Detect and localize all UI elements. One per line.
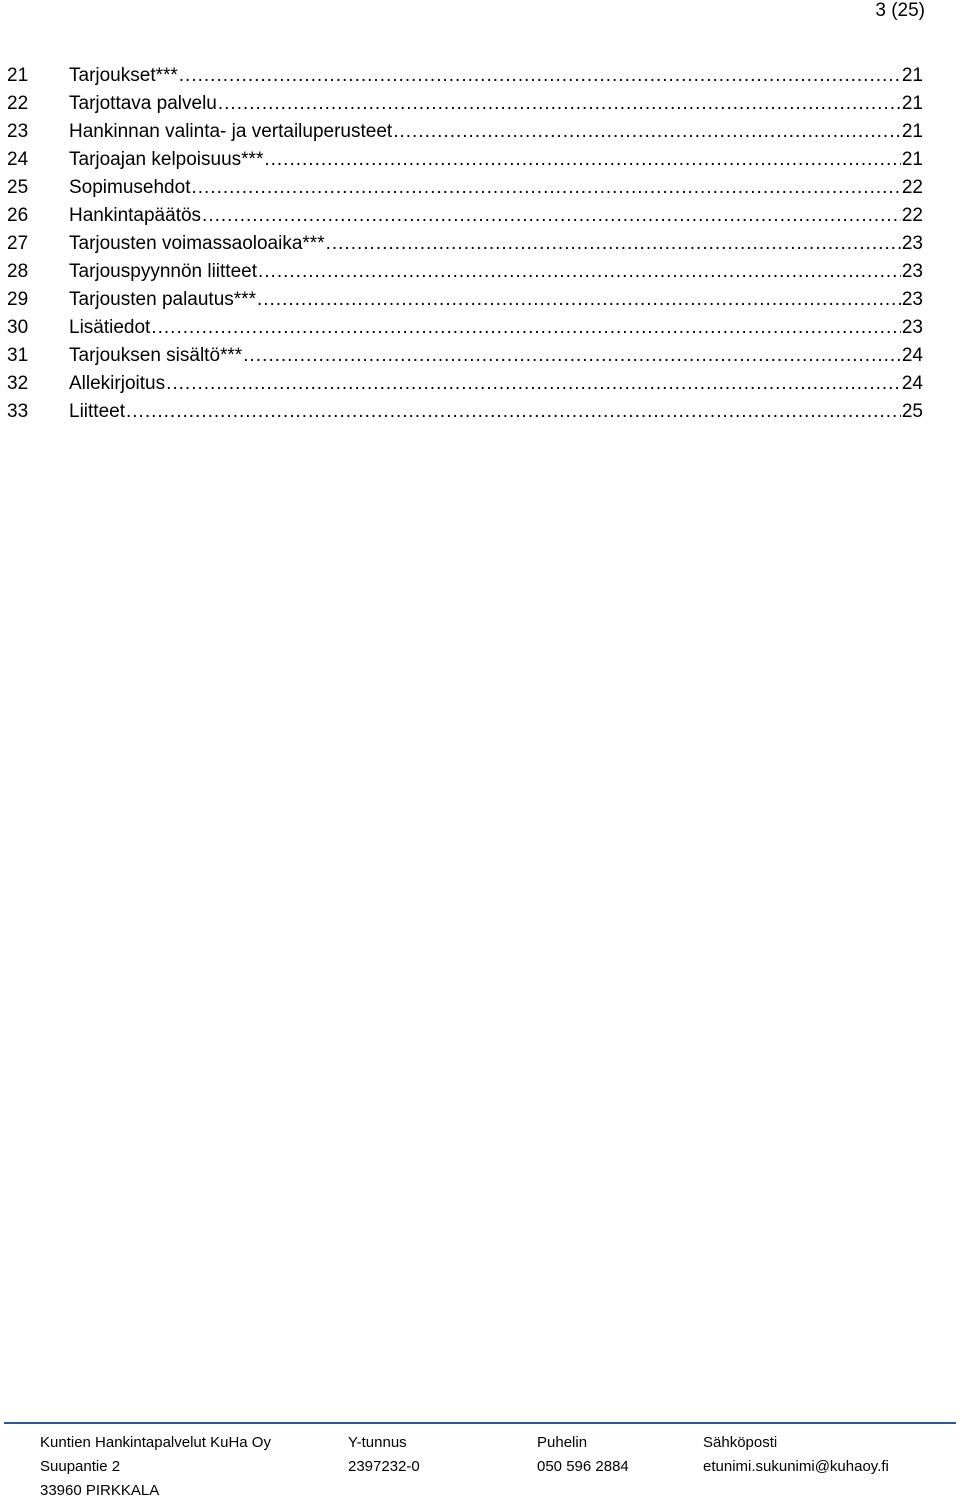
- toc-entry[interactable]: [7, 286, 923, 314]
- toc-entry-title: Allekirjoitus: [69, 373, 166, 394]
- toc-leader-dots: [202, 202, 901, 230]
- footer-ytunnus-value: 2397232-0: [348, 1458, 420, 1475]
- toc-entry-title: Tarjousten palautus***: [69, 289, 256, 310]
- toc-entry-number: 30: [7, 317, 29, 338]
- toc-entry-title: Tarjousten voimassaoloaika***: [69, 233, 325, 254]
- toc-entry-title: Hankinnan valinta- ja vertailuperusteet: [69, 121, 393, 142]
- toc-entry-title: Tarjoajan kelpoisuus***: [69, 149, 264, 170]
- toc-leader-dots: [151, 314, 901, 342]
- toc-entry-page: 22: [901, 177, 923, 198]
- toc-leader-dots: [191, 174, 900, 202]
- toc-entry-number: 24: [7, 149, 29, 170]
- toc-entry-page: 21: [901, 149, 923, 170]
- toc-leader-dots: [166, 370, 901, 398]
- toc-entry-title: Sopimusehdot: [69, 177, 191, 198]
- toc-leader-dots: [393, 118, 901, 146]
- toc-entry-title: Tarjouspyynnön liitteet: [69, 261, 257, 282]
- toc-entry-number: 29: [7, 289, 29, 310]
- toc-entry-number: 26: [7, 205, 29, 226]
- toc-entry-number: 21: [7, 65, 29, 86]
- page-number: 3 (25): [875, 0, 925, 21]
- footer-phone-label: Puhelin: [537, 1434, 588, 1451]
- footer-email-label: Sähköposti: [703, 1434, 778, 1451]
- toc-entry-page: 21: [901, 93, 923, 114]
- toc-entry-number: 22: [7, 93, 29, 114]
- toc-entry-page: 23: [901, 233, 923, 254]
- toc-entry-number: 25: [7, 177, 29, 198]
- footer-ytunnus-label: Y-tunnus: [348, 1434, 407, 1451]
- footer-row-city: [40, 1479, 940, 1503]
- footer-divider: [4, 1422, 956, 1424]
- toc-entry-number: 32: [7, 373, 29, 394]
- toc-entry-title: Hankintapäätös: [69, 205, 202, 226]
- toc-entry-title: Tarjoukset***: [69, 65, 178, 86]
- toc-entry[interactable]: [7, 62, 923, 90]
- toc-entry[interactable]: [7, 398, 923, 426]
- toc-entry[interactable]: [7, 258, 923, 286]
- footer-row-values: [40, 1455, 940, 1479]
- footer-row-labels: [40, 1431, 940, 1455]
- toc-entry[interactable]: [7, 342, 923, 370]
- footer-email-value[interactable]: etunimi.sukunimi@kuhaoy.fi: [703, 1458, 889, 1475]
- toc-entry-title: Tarjottava palvelu: [69, 93, 217, 114]
- toc-leader-dots: [326, 230, 901, 258]
- toc-entry[interactable]: [7, 118, 923, 146]
- page-footer: [40, 1431, 940, 1503]
- footer-phone-value[interactable]: 050 596 2884: [537, 1458, 629, 1475]
- toc-entry-page: 23: [901, 261, 923, 282]
- toc-entry-number: 28: [7, 261, 29, 282]
- toc-entry-number: 31: [7, 345, 29, 366]
- toc-entry[interactable]: [7, 230, 923, 258]
- toc-entry[interactable]: [7, 314, 923, 342]
- toc-entry-title: Liitteet: [69, 401, 125, 422]
- toc-entry-number: 33: [7, 401, 29, 422]
- toc-entry[interactable]: [7, 146, 923, 174]
- toc-entry-number: 23: [7, 121, 29, 142]
- toc-leader-dots: [218, 90, 901, 118]
- footer-company-name: Kuntien Hankintapalvelut KuHa Oy: [40, 1434, 271, 1451]
- toc-leader-dots: [179, 62, 901, 90]
- toc-entry[interactable]: [7, 174, 923, 202]
- toc-entry-number: 27: [7, 233, 29, 254]
- toc-entry-page: 23: [901, 289, 923, 310]
- table-of-contents: [7, 62, 923, 426]
- footer-street-address: Suupantie 2: [40, 1458, 121, 1475]
- toc-entry-page: 25: [901, 401, 923, 422]
- toc-entry-title: Lisätiedot: [69, 317, 151, 338]
- toc-entry-page: 21: [901, 121, 923, 142]
- toc-entry-title: Tarjouksen sisältö***: [69, 345, 243, 366]
- toc-entry-page: 21: [901, 65, 923, 86]
- toc-leader-dots: [264, 146, 901, 174]
- toc-entry-page: 23: [901, 317, 923, 338]
- toc-leader-dots: [257, 286, 901, 314]
- toc-entry[interactable]: [7, 370, 923, 398]
- toc-leader-dots: [243, 342, 901, 370]
- toc-leader-dots: [258, 258, 901, 286]
- toc-entry-page: 22: [901, 205, 923, 226]
- toc-entry[interactable]: [7, 90, 923, 118]
- toc-entry[interactable]: [7, 202, 923, 230]
- toc-entry-page: 24: [901, 345, 923, 366]
- footer-postal-city: 33960 PIRKKALA: [40, 1482, 160, 1499]
- toc-entry-page: 24: [901, 373, 923, 394]
- toc-leader-dots: [126, 398, 901, 426]
